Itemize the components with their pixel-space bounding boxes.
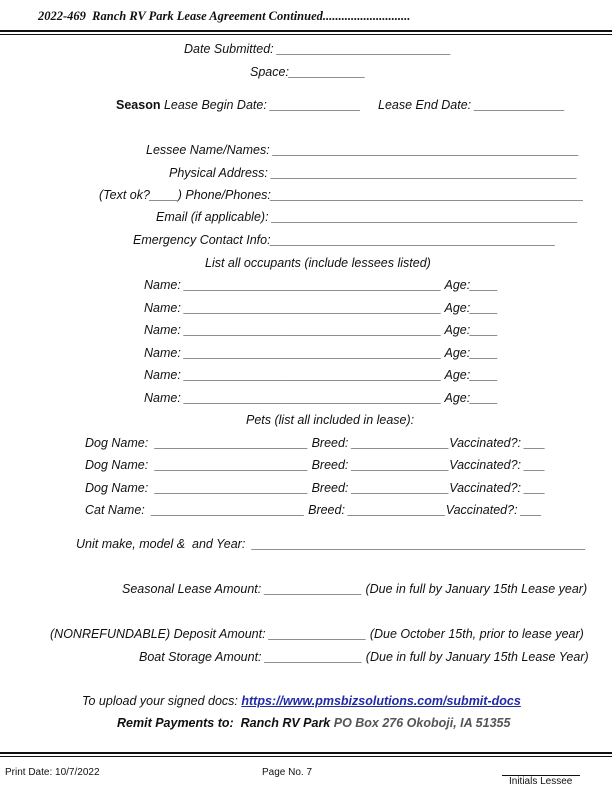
- seasonal-amount-field[interactable]: Seasonal Lease Amount: ______________ (Due in full by January 15th Lease year): [122, 582, 588, 596]
- boat-storage-field[interactable]: Boat Storage Amount: ______________ (Due in full by January 15th Lease Year): [139, 650, 589, 664]
- pets-heading: Pets (list all included in lease):: [246, 413, 415, 427]
- lease-dates-label: Lease Begin Date: _____________ Lease End Date: _____________: [160, 98, 565, 112]
- pet-row[interactable]: Cat Name: ______________________ Breed: ______________Vaccinated?: ___: [85, 503, 542, 517]
- physical-address-field[interactable]: Physical Address: ____________________________________________: [169, 166, 578, 180]
- upload-label: To upload your signed docs:: [82, 694, 242, 708]
- pet-row[interactable]: Dog Name: ______________________ Breed: ______________Vaccinated?: ___: [85, 458, 546, 472]
- occupant-row[interactable]: Name: _____________________________________ Age:____: [144, 391, 499, 405]
- email-field[interactable]: Email (if applicable): ____________________________________________: [156, 210, 578, 224]
- initials-label: Initials Lessee: [509, 776, 573, 787]
- lease-dates-field[interactable]: [116, 98, 565, 112]
- pet-row[interactable]: Dog Name: ______________________ Breed: ______________Vaccinated?: ___: [85, 436, 546, 450]
- header-rule-thick: [0, 30, 612, 32]
- page-number: Page No. 7: [262, 767, 313, 778]
- remit-label: Remit Payments to: Ranch RV Park: [117, 716, 334, 730]
- header-rule-thin: [0, 34, 612, 35]
- occupant-row[interactable]: Name: _____________________________________ Age:____: [144, 346, 499, 360]
- lessee-name-field[interactable]: Lessee Name/Names: ____________________________________________: [146, 143, 580, 157]
- unit-field[interactable]: Unit make, model & and Year: ________________________________________________: [76, 537, 586, 551]
- upload-link[interactable]: https://www.pmsbizsolutions.com/submit-docs: [241, 694, 521, 708]
- remit-address: PO Box 276 Okoboji, IA 51355: [333, 716, 511, 730]
- occupant-row[interactable]: Name: _____________________________________ Age:____: [144, 323, 499, 337]
- occupants-heading: List all occupants (include lessees listed): [205, 256, 431, 270]
- occupant-row[interactable]: Name: _____________________________________ Age:____: [144, 301, 499, 315]
- print-date: Print Date: 10/7/2022: [5, 767, 100, 778]
- phone-field[interactable]: (Text ok?____) Phone/Phones:_____________________________________________: [99, 188, 584, 202]
- occupant-row[interactable]: Name: _____________________________________ Age:____: [144, 278, 499, 292]
- emergency-contact-field[interactable]: Emergency Contact Info:_________________________________________: [133, 233, 556, 247]
- pet-row[interactable]: Dog Name: ______________________ Breed: ______________Vaccinated?: ___: [85, 481, 546, 495]
- footer-rule-thick: [0, 752, 612, 754]
- deposit-amount-field[interactable]: (NONREFUNDABLE) Deposit Amount: ______________ (Due October 15th, prior to lease year): [50, 627, 584, 641]
- space-field[interactable]: Space:___________: [250, 65, 366, 79]
- occupant-row[interactable]: Name: _____________________________________ Age:____: [144, 368, 499, 382]
- date-submitted-field[interactable]: Date Submitted: _________________________: [184, 42, 451, 56]
- season-label: Season: [116, 98, 161, 112]
- footer-rule-thin: [0, 756, 612, 757]
- remit-line: [117, 716, 510, 730]
- document-header-title: 2022-469 Ranch RV Park Lease Agreement Continued............................: [38, 9, 411, 23]
- upload-line: [82, 694, 521, 708]
